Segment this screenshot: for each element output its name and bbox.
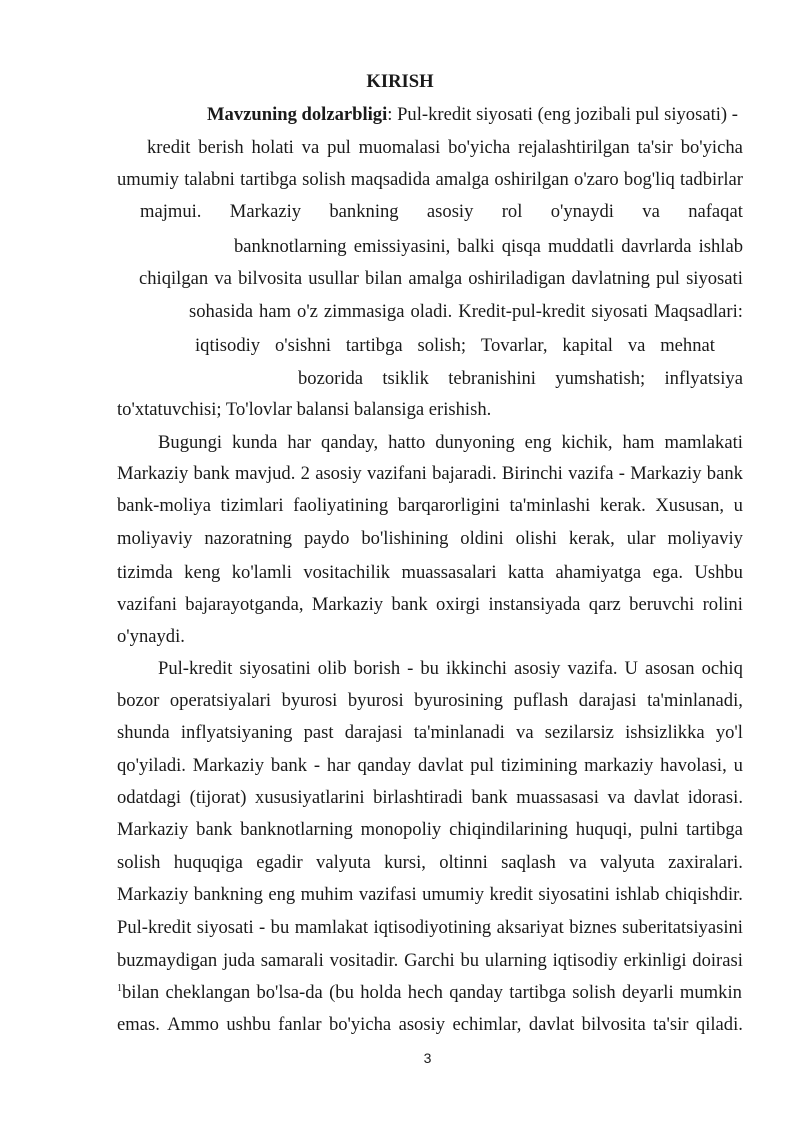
word: yo'l: [715, 722, 743, 743]
word: Bugungi: [158, 432, 223, 453]
word: operatsiyalari: [169, 690, 272, 711]
text-line: [195, 335, 715, 357]
word: vazifa.: [567, 658, 618, 679]
word: shunda: [117, 722, 170, 743]
word: bo'lsa-da: [256, 982, 323, 1003]
word: solish;: [417, 335, 467, 356]
word: mehnat: [660, 335, 715, 356]
text-line: [117, 755, 743, 777]
text-line: [189, 301, 743, 323]
word: mavjud.: [234, 463, 296, 484]
word: bilan: [122, 982, 160, 1003]
word: biznes: [569, 917, 617, 938]
word: va: [516, 722, 534, 743]
word: siyosati: [591, 301, 649, 322]
word: Markaziy: [229, 201, 302, 222]
word: (bu: [329, 982, 354, 1003]
word: bank: [193, 463, 230, 484]
word: paydo: [304, 528, 350, 549]
word: odatdagi: [117, 787, 182, 808]
text-line: [117, 562, 743, 584]
word: ikkinchi: [445, 658, 507, 679]
word: nafaqat: [688, 201, 743, 222]
word: ta'sir: [637, 137, 673, 158]
word: bank: [270, 755, 307, 776]
lead-line: [207, 104, 743, 126]
word: qarz: [588, 594, 621, 615]
word: mamlakat: [294, 917, 369, 938]
word: ta'minlanadi: [413, 722, 505, 743]
text-line: [117, 528, 743, 550]
word: chiqishdir.: [664, 884, 743, 905]
word: Markaziy: [117, 884, 189, 905]
text-line: [117, 722, 743, 744]
footnote-line: [117, 982, 743, 1004]
word: ularning: [484, 950, 547, 971]
text-line: [117, 884, 743, 906]
word: muhim: [300, 884, 354, 905]
word: hech: [407, 982, 443, 1003]
word: usullar: [308, 268, 359, 289]
text-line: [117, 690, 743, 712]
word: eng: [524, 432, 552, 453]
word: tsiklik: [382, 368, 429, 389]
word: vositadir.: [329, 950, 399, 971]
word: majmui.: [140, 201, 202, 222]
word: bilvosita: [238, 268, 303, 289]
word: asosiy: [398, 1014, 446, 1035]
word: balki: [457, 236, 495, 257]
word: olib: [317, 658, 347, 679]
word: bu: [270, 917, 290, 938]
word: bo'lishining: [361, 528, 449, 549]
word: ular: [626, 528, 656, 549]
word: kredit: [147, 137, 191, 158]
word: amalga: [435, 169, 490, 190]
word: mamlakati: [664, 432, 743, 453]
word: emissiyasini,: [353, 236, 451, 257]
word: markaziy: [584, 755, 654, 776]
word: ishlab: [698, 236, 743, 257]
word: darajasi: [578, 690, 637, 711]
text-line: [234, 236, 743, 258]
text-line: [117, 852, 743, 874]
word: birlashtiradi: [373, 787, 463, 808]
word: barqarorligini: [397, 495, 500, 516]
word: asosiy: [315, 463, 362, 484]
word: siyosatini: [239, 658, 311, 679]
word: oshiriladigan: [468, 268, 566, 289]
word: Birinchi: [501, 463, 563, 484]
word: iqtisodiy: [195, 335, 261, 356]
word: va: [569, 852, 587, 873]
word: va: [642, 201, 660, 222]
word: erkinligi: [623, 950, 687, 971]
word: o'ynaydi: [550, 201, 614, 222]
word: kerak,: [568, 528, 615, 549]
word: deyarli: [622, 982, 674, 1003]
word: kunda: [231, 432, 278, 453]
word: puflash: [513, 690, 569, 711]
word: bank: [706, 463, 743, 484]
word: bank: [471, 787, 508, 808]
word: vositachilik: [303, 562, 391, 583]
word: har: [287, 432, 312, 453]
word: sezilarsiz: [544, 722, 614, 743]
word: bu: [420, 658, 439, 679]
word: valyuta: [600, 852, 655, 873]
text-line: [117, 463, 743, 485]
word: bajarayotganda,: [185, 594, 304, 615]
word: idorasi.: [687, 787, 743, 808]
word: davlat: [633, 787, 680, 808]
word: bajaradi.: [432, 463, 497, 484]
word: zimmasiga: [323, 301, 405, 322]
word: vazifani: [366, 463, 427, 484]
word: zaxiralari.: [668, 852, 743, 873]
word: asosan: [644, 658, 695, 679]
word: kursi,: [384, 852, 426, 873]
word: cheklangan: [165, 982, 251, 1003]
word: keng: [184, 562, 221, 583]
word: ochiq: [701, 658, 743, 679]
word: o'sishni: [274, 335, 331, 356]
word: muomalasi: [358, 137, 441, 158]
word: egadir: [256, 852, 303, 873]
word: qo'yiladi.: [117, 755, 186, 776]
word: bo'yicha: [328, 1014, 392, 1035]
text-line: [158, 432, 743, 454]
text-line: to'xtatuvchisi; To'lovlar balansi balansiga erishish.: [117, 399, 492, 420]
word: rol: [501, 201, 523, 222]
word: ko'lamli: [231, 562, 292, 583]
footnote-mark: 1: [117, 982, 122, 994]
word: Pul-kredit: [117, 917, 192, 938]
word: davlatning: [571, 268, 650, 289]
word: saqlash: [501, 852, 556, 873]
word: dunyoning: [435, 432, 515, 453]
word: Markaziy: [192, 755, 265, 776]
word: asosiy: [513, 658, 561, 679]
word: tadbirlar: [680, 169, 743, 190]
word: bank: [196, 819, 233, 840]
text-line: [117, 787, 743, 809]
word: amalga: [408, 268, 463, 289]
word: rejalashtirilgan: [518, 137, 630, 158]
word: (tijorat): [189, 787, 247, 808]
word: instansiyada: [488, 594, 581, 615]
word: byurosi: [281, 690, 338, 711]
word: emas.: [117, 1014, 160, 1035]
word: qisqa: [501, 236, 541, 257]
word: siyosatini: [538, 884, 610, 905]
word: aksariyat: [496, 917, 564, 938]
text-line: [117, 1014, 743, 1036]
word: beruvchi: [629, 594, 695, 615]
text-line: [140, 201, 743, 223]
word: pul: [470, 755, 494, 776]
word: umumiy: [422, 884, 485, 905]
word: berish: [198, 137, 244, 158]
word: borish: [353, 658, 401, 679]
word: qiladi.: [695, 1014, 743, 1035]
word: Xususan,: [655, 495, 725, 516]
word: bu: [460, 950, 480, 971]
word: ishlab: [615, 884, 660, 905]
word: vazifani: [117, 594, 177, 615]
word: tartibga: [345, 335, 403, 356]
word: umumiy: [117, 169, 179, 190]
word: davlat: [417, 755, 464, 776]
word: muassasalari: [401, 562, 497, 583]
word: darajasi: [344, 722, 403, 743]
word: tartibga: [240, 169, 297, 190]
word: juda: [222, 950, 255, 971]
word: qanday: [357, 755, 412, 776]
word: bo'yicha: [448, 137, 511, 158]
word: vazifa: [568, 463, 614, 484]
word: bozor: [117, 690, 160, 711]
word: va: [214, 268, 232, 289]
word: davrlarda: [621, 236, 692, 257]
word: u: [733, 495, 743, 516]
word: Markaziy: [117, 819, 189, 840]
word: fanlar: [278, 1014, 322, 1035]
lead-rest: : Pul-kredit siyosati (eng jozibali pul siyosati) -: [387, 104, 738, 125]
word: ahamiyatga: [555, 562, 642, 583]
word: banknotlarning: [234, 236, 347, 257]
word: kerak.: [599, 495, 646, 516]
word: ham: [259, 301, 292, 322]
word: pul: [656, 268, 680, 289]
word: ega.: [652, 562, 684, 583]
word: va: [607, 787, 626, 808]
lead-bold-phrase: Mavzuning dolzarbligi: [207, 104, 388, 125]
word: har: [326, 755, 351, 776]
word: siyosati: [686, 268, 743, 289]
word: oxirgi: [436, 594, 481, 615]
word: havolasi,: [660, 755, 727, 776]
word: moliyaviy: [117, 528, 193, 549]
word: Ammo: [167, 1014, 219, 1035]
word: U: [624, 658, 638, 679]
word: ta'sir: [653, 1014, 689, 1035]
word: talabni: [184, 169, 235, 190]
word: pul: [327, 137, 351, 158]
word: iqtisodiyotining: [373, 917, 492, 938]
word: faoliyatining: [293, 495, 389, 516]
word: -: [407, 658, 414, 679]
word: qanday,: [321, 432, 379, 453]
word: yumshatish;: [555, 368, 646, 389]
word: va: [301, 137, 320, 158]
word: inflyatsiya: [664, 368, 743, 389]
word: ushbu: [226, 1014, 271, 1035]
word: ham: [622, 432, 655, 453]
word: Markaziy: [117, 463, 189, 484]
word: bankning: [193, 884, 263, 905]
word: Markaziy: [630, 463, 702, 484]
word: tizimlari: [220, 495, 284, 516]
word: katta: [507, 562, 545, 583]
text-line: [117, 950, 743, 972]
word: bilvosita: [581, 1014, 646, 1035]
text-line: [117, 819, 743, 841]
word: kapital: [562, 335, 613, 356]
word: Maqsadlari:: [654, 301, 743, 322]
word: -: [618, 463, 625, 484]
text-line: [117, 169, 743, 191]
word: bankning: [329, 201, 399, 222]
page-number: 3: [423, 1050, 432, 1066]
word: chiqilgan: [139, 268, 209, 289]
word: eng: [268, 884, 296, 905]
word: tebranishini: [448, 368, 536, 389]
word: mumkin: [679, 982, 742, 1003]
text-line: [298, 368, 743, 390]
text-line: [117, 594, 743, 616]
word: Tovarlar,: [480, 335, 548, 356]
word: rolini: [702, 594, 743, 615]
word: ta'minlanadi,: [647, 690, 743, 711]
word: -: [259, 917, 266, 938]
word: oladi.: [410, 301, 453, 322]
word: Pul-kredit: [158, 658, 233, 679]
word: pulni: [640, 819, 679, 840]
word: valyuta: [316, 852, 371, 873]
word: inflyatsiyaning: [180, 722, 293, 743]
word: bank: [391, 594, 428, 615]
word: huquqiga: [173, 852, 243, 873]
word: bozorida: [298, 368, 364, 389]
word: solish: [302, 169, 346, 190]
word: doirasi: [692, 950, 743, 971]
word: tizimining: [500, 755, 578, 776]
word: va: [627, 335, 646, 356]
word: hatto: [388, 432, 426, 453]
word: vazifasi: [358, 884, 417, 905]
word: huquqi,: [575, 819, 633, 840]
word: Garchi: [404, 950, 455, 971]
word: chiqindilarining: [449, 819, 568, 840]
word: muddatli: [548, 236, 615, 257]
word: kredit: [489, 884, 533, 905]
word: olishi: [515, 528, 557, 549]
word: -: [313, 755, 321, 776]
text-line: [117, 495, 743, 517]
word: nazoratning: [204, 528, 293, 549]
page-heading: KIRISH: [366, 71, 434, 92]
word: bank-moliya: [117, 495, 211, 516]
word: maqsadida: [350, 169, 431, 190]
word: solish: [572, 982, 616, 1003]
word: bilan: [365, 268, 403, 289]
word: monopoliy: [360, 819, 442, 840]
word: past: [303, 722, 334, 743]
word: Kredit-pul-kredit: [458, 301, 586, 322]
word: o'zaro: [574, 169, 619, 190]
word: bog'liq: [623, 169, 675, 190]
word: asosiy: [426, 201, 474, 222]
text-line: o'ynaydi.: [117, 626, 185, 647]
word: qanday: [449, 982, 503, 1003]
word: holda: [360, 982, 402, 1003]
word: ishsizlikka: [625, 722, 705, 743]
word: davlat: [528, 1014, 575, 1035]
word: tartibga: [509, 982, 566, 1003]
text-line: [147, 137, 743, 159]
word: solish: [117, 852, 161, 873]
word: bo'yicha: [680, 137, 743, 158]
word: sohasida: [189, 301, 254, 322]
word: echimlar,: [452, 1014, 522, 1035]
word: byurosi: [347, 690, 404, 711]
word: moliyaviy: [667, 528, 743, 549]
word: oshirilgan: [494, 169, 569, 190]
word: buzmaydigan: [117, 950, 218, 971]
word: kichik,: [561, 432, 613, 453]
word: samarali: [260, 950, 324, 971]
word: oldini: [460, 528, 504, 549]
word: siyosati: [196, 917, 254, 938]
text-line: [158, 658, 743, 680]
text-line: [117, 917, 743, 939]
word: Ushbu: [694, 562, 743, 583]
text-line: [139, 268, 743, 290]
word: byurosining: [414, 690, 503, 711]
word: muassasasi: [516, 787, 599, 808]
word: 2: [300, 463, 310, 484]
word: Markaziy: [311, 594, 384, 615]
word: xususiyatlarini: [255, 787, 365, 808]
word: iqtisodiy: [552, 950, 618, 971]
word: banknotlarning: [240, 819, 353, 840]
word: holati: [251, 137, 294, 158]
word: tartibga: [686, 819, 743, 840]
text-line: [122, 982, 742, 1004]
word: oltinni: [439, 852, 488, 873]
word: tizimda: [117, 562, 173, 583]
word: o'z: [297, 301, 318, 322]
word: ta'minlashi: [509, 495, 591, 516]
word: suberitatsiyasini: [622, 917, 743, 938]
word: u: [733, 755, 743, 776]
